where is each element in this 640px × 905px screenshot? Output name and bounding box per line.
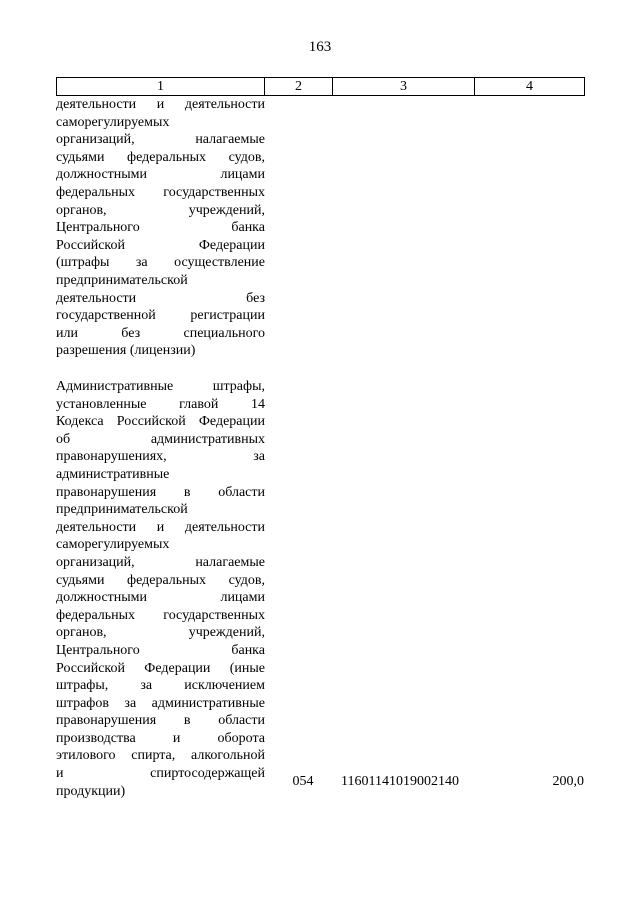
column-header-4: 4 — [475, 78, 585, 96]
description-line: Российской Федерации (иные — [56, 660, 265, 676]
description-line: штрафы, за исключением — [56, 678, 265, 694]
description-line: (штрафы за осуществление — [56, 255, 265, 271]
description-line: административные — [56, 466, 170, 482]
column-header-1: 1 — [57, 78, 265, 96]
description-line: производства и оборота — [56, 730, 265, 746]
description-line: предпринимательской — [56, 502, 188, 518]
description-line: правонарушения в области — [56, 713, 265, 729]
description-line: саморегулируемых — [56, 537, 170, 553]
description-line: органов, учреждений, — [56, 202, 265, 218]
description-line: деятельности и деятельности — [56, 97, 265, 112]
description-line: об административных — [56, 431, 265, 447]
description-line: правонарушениях, за — [56, 449, 265, 465]
description-line: разрешения (лицензии) — [56, 343, 196, 359]
description-line: организаций, налагаемые — [56, 132, 265, 148]
description-line: или без специального — [56, 325, 265, 341]
description-line: продукции) — [56, 783, 126, 799]
description-line: Административные штрафы, — [56, 379, 265, 394]
row-description — [56, 378, 265, 800]
page-number: 163 — [308, 39, 332, 55]
description-line: органов, учреждений, — [56, 625, 265, 641]
column-header-2: 2 — [265, 78, 333, 96]
description-line: этилового спирта, алкогольной — [56, 748, 265, 764]
description-line: и спиртосодержащей — [56, 766, 265, 782]
row-description-continued — [56, 96, 265, 360]
amount-value: 200,0 — [552, 774, 584, 789]
admin-code: 054 — [292, 774, 314, 789]
column-header-3: 3 — [333, 78, 475, 96]
description-line: федеральных государственных — [56, 184, 265, 200]
description-line: Центрального банка — [56, 220, 265, 236]
description-line: предпринимательской — [56, 272, 188, 288]
description-line: судьями федеральных судов, — [56, 149, 265, 165]
description-line: судьями федеральных судов, — [56, 572, 265, 588]
description-line: должностными лицами — [56, 167, 265, 183]
description-line: должностными лицами — [56, 590, 265, 606]
description-line: саморегулируемых — [56, 114, 170, 130]
description-line: Российской Федерации — [56, 237, 265, 253]
description-line: федеральных государственных — [56, 607, 265, 623]
description-line: Кодекса Российской Федерации — [56, 414, 265, 430]
description-line: организаций, налагаемые — [56, 554, 265, 570]
description-line: Центрального банка — [56, 642, 265, 658]
description-line: деятельности и деятельности — [56, 519, 265, 535]
budget-classification-code: 11601141019002140 — [341, 774, 459, 789]
description-line: установленные главой 14 — [56, 396, 265, 412]
description-line: штрафов за административные — [56, 695, 265, 711]
description-line: правонарушения в области — [56, 484, 265, 500]
table-header — [56, 77, 585, 96]
description-line: деятельности без — [56, 290, 265, 306]
description-line: государственной регистрации — [56, 308, 265, 324]
